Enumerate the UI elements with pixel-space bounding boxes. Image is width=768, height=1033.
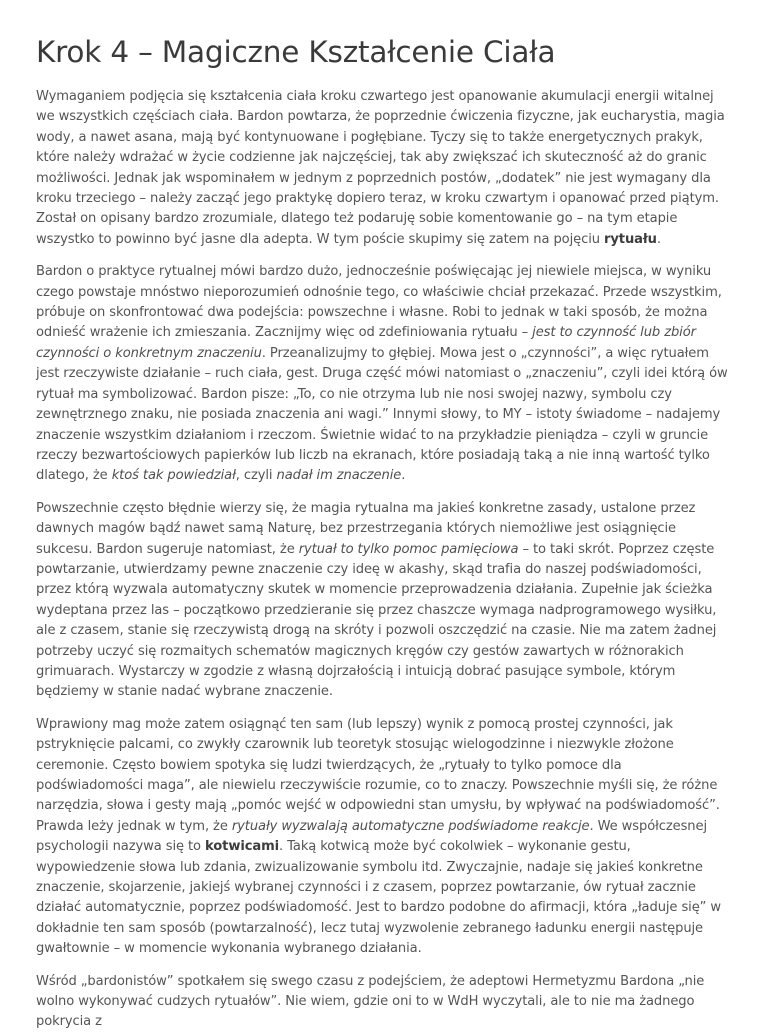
paragraph-4-text: Wprawiony mag może zatem osiągnąć ten sam (lub lepszy) wynik z pomocą prostej czynności, jak pstryknięcie palcami, co zwykły czarownik lub teoretyk stosując wielogodzinne i niezwykle złożone ceremonie. Często bowiem spotyka się ludzi twierdzących, że „rytuały to tylko pomoce dla podświadomości maga”, ale niewielu rzeczywiście rozumie, co to znaczy. Powszechnie myśli się, że różne narzędzia, słowa i gesty mają „pomóc wejść w odpowiedni stan umysłu, by wpływać na podświadomość”. Prawda leży jednak w tym, że bbox=[36, 716, 720, 834]
paragraph-2-text-2: . Przeanalizujmy to głębiej. Mowa jest o „czynności”, a więc rytuałem jest rzeczywiste działanie – ruch ciała, gest. Druga część mówi natomiast o „znaczeniu”, czyli idei którą ów rytuał ma symbolizować. Bardon pisze: „To, co nie otrzyma lub nie nosi swojej nazwy, symbolu czy zewnętrznego znaku, nie posiada znaczenia ani wagi.” Innymi słowy, to MY – istoty świadome – nadajemy znaczenie wszystkim działaniom i rzeczom. Świetnie widać to na przykładzie pieniądza – czyli w gruncie rzeczy bezwartościowych papierków lub liczb na ekranach, które posiadają taką a nie inną wartość tylko dlatego, że bbox=[36, 345, 728, 484]
paragraph-1-end: . bbox=[656, 231, 661, 247]
term-rytualu: rytuału bbox=[604, 231, 657, 247]
emphasis-automatyczne-reakcje: rytuały wyzwalają automatyczne podświadome reakcje bbox=[231, 818, 590, 834]
paragraph-1 bbox=[36, 87, 732, 250]
paragraph-3 bbox=[36, 499, 732, 703]
emphasis-nadal-im-znaczenie: nadał im znaczenie bbox=[276, 468, 402, 484]
paragraph-3-text: Powszechnie często błędnie wierzy się, że magia rytualna ma jakieś konkretne zasady, ustalone przez dawnych magów bądź nawet samą Naturę, bez przestrzegania których niemożliwe jest osiągnięcie sukcesu. Bardon sugeruje natomiast, że bbox=[36, 500, 696, 557]
page-title: Krok 4 – Magiczne Kształcenie Ciała bbox=[36, 35, 556, 69]
paragraph-2 bbox=[36, 262, 732, 486]
paragraph-1-text: Wymaganiem podjęcia się kształcenia ciała kroku czwartego jest opanowanie akumulacji energii witalnej we wszystkich częściach ciała. Bardon powtarza, że poprzednie ćwiczenia fizyczne, jak eucharystia, magia wody, a nawet asana, mają być kontynuowane i pogłębiane. Tyczy się to także energetycznych prakyk, które należy wdrażać w życie codzienne jak najczęściej, tak aby zwiększać ich skuteczność aż do granic możliwości. Jednak jak wspominałem w jednym z poprzednich postów, „dodatek” nie jest wymagany dla kroku trzeciego – należy zacząć jego praktykę dopiero teraz, w kroku czwartym i opanować przed piątym. Został on opisany bardzo zrozumiale, dlatego też podaruję sobie komentowanie go – na tym etapie wszystko to powinno być jasne dla adepta. W tym poście skupimy się zatem na pojęciu bbox=[36, 89, 725, 247]
paragraph-4-text-2: . We współczesnej psychologii nazywa się to bbox=[36, 818, 707, 855]
paragraph-2-end: . bbox=[401, 468, 406, 484]
ritual-definition: jest to czynność lub zbiór czynności o konkretnym znaczeniu bbox=[36, 325, 696, 361]
paragraph-4-text-3: . Taką kotwicą może być cokolwiek – wykonanie gestu, wypowiedzenie słowa lub zdania, zwizualizowanie symbolu itd. Zwyczajnie, nadaje się jakieś konkretne znaczenie, skojarzenie, jakiejś wybranej czynności i z czasem, poprzez powtarzanie, ów rytuał zacznie działać automatycznie, poprzez podświadomość. Jest to bardzo podobne do afirmacji, która „ładuje się” w dokładnie ten sam sposób (powtarzalność), lecz tutaj wyzwolenie zebranego ładunku energii następuje gwałtownie – w momencie wykonania wybranego działania. bbox=[36, 839, 722, 957]
paragraph-5-text: Wśród „bardonistów” spotkałem się swego czasu z podejściem, że adeptowi Hermetyzmu Bardona „nie wolno wykonywać cudzych rytuałów”. Nie wiem, gdzie oni to w WdH wyczytali, ale to nie ma żadnego pokrycia z bbox=[36, 973, 705, 1030]
paragraph-2-text: Bardon o praktyce rytualnej mówi bardzo dużo, jednocześnie poświęcając jej niewiele miejsca, w wyniku czego powstaje mnóstwo nieporozumień odnośnie tego, co właściwie chciał przekazać. Przede wszystkim, próbuje on skonfrontować dwa podejścia: powszechne i własne. Robi to jednak w taki sposób, że można odnieść wrażenie ich zmieszania. Zacznijmy więc od zdefiniowania rytuału – bbox=[36, 264, 722, 341]
term-kotwicami: kotwicami bbox=[205, 839, 280, 855]
paragraph-3-text-2: – to taki skrót. Poprzez częste powtarzanie, utwierdzamy pewne znaczenie czy ideę w akashy, skąd trafia do naszej podświadomości, przez którą wyzwala automatyczny skutek w momencie przeprowadzenia działania. Zupełnie jak ścieżka wydeptana przez las – początkowo przedzieranie się przez chaszcze wymaga nadprogramowego wysiłku, ale z czasem, stanie się rzeczywistą drogą na skróty i pozwoli oszczędzić na czasie. Nie ma zatem żadnej potrzeby uczyć się rozmaitych schematów magicznych kręgów czy gestów zawartych w różnorakich grimuarach. Wystarczy w zgodzie z własną dojrzałością i intuicją dobrać pasujące symbole, którym będziemy w stanie nadać wybrane znaczenie. bbox=[36, 541, 717, 700]
paragraph-4 bbox=[36, 715, 732, 960]
paragraph-2-text-3: , czyli bbox=[235, 468, 277, 484]
emphasis-pomoc-pamieciowa: rytuał to tylko pomoc pamięciowa bbox=[298, 541, 519, 557]
emphasis-ktos-tak-powiedzial: ktoś tak powiedział bbox=[111, 468, 236, 484]
